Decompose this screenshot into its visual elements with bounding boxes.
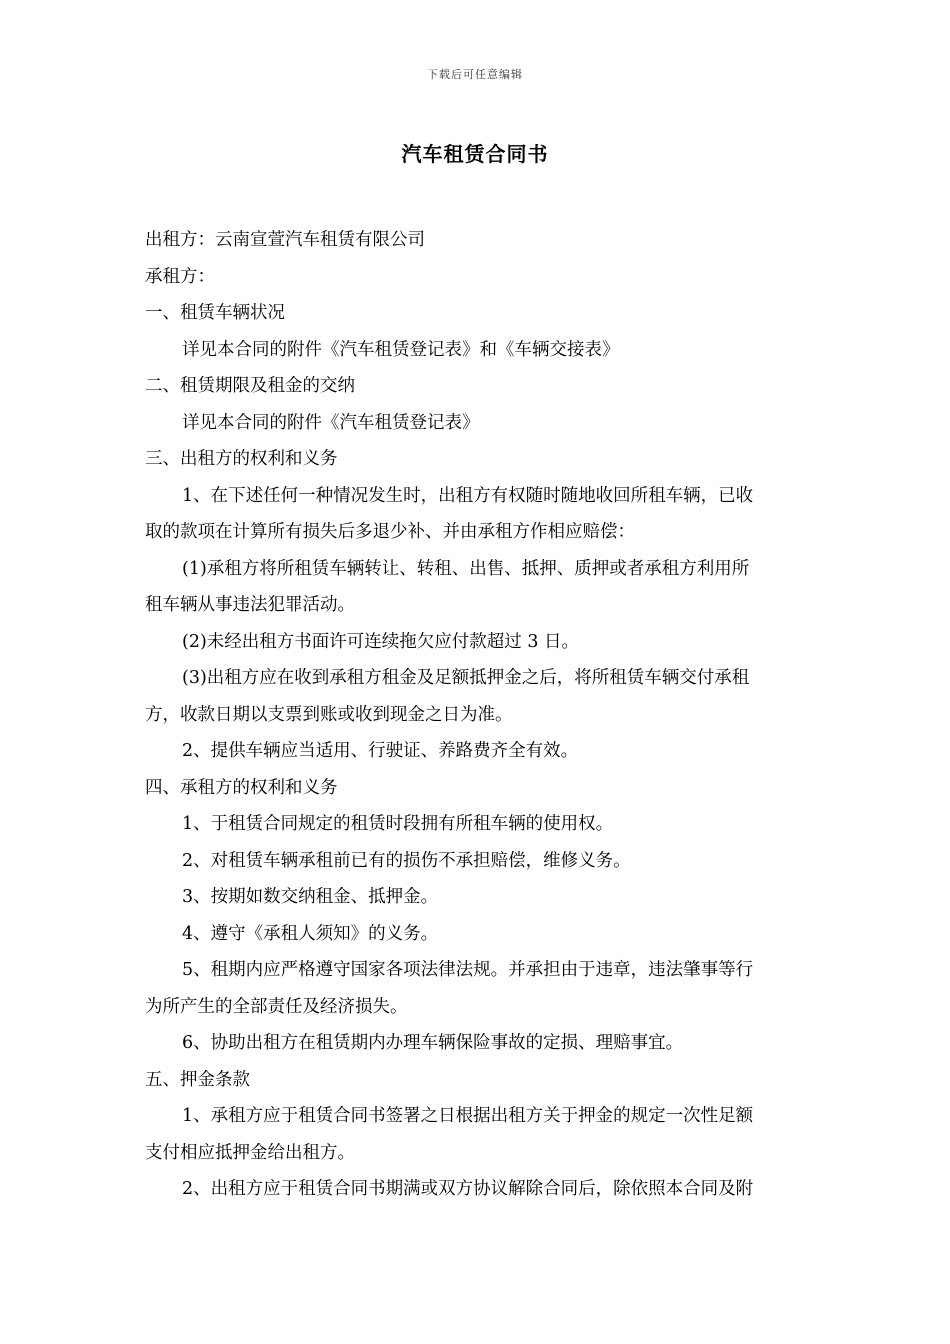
section-5-clause-1-line-1: 1、承租方应于租赁合同书签署之日根据出租方关于押金的规定一次性足额: [182, 1106, 754, 1126]
section-4-clause-2: 2、对租赁车辆承租前已有的损伤不承担赔偿，维修义务。: [182, 850, 631, 871]
section-4-clause-6: 6、协助出租方在租赁期内办理车辆保险事故的定损、理赔事宜。: [182, 1033, 684, 1053]
section-1-body: 详见本合同的附件《汽车租赁登记表》和《车辆交接表》: [182, 339, 620, 360]
section-3-item-2: (2)未经出租方书面许可连续拖欠应付款超过 3 日。: [182, 631, 580, 652]
document-body: [145, 222, 807, 1208]
lessee-line: 承租方：: [145, 266, 215, 287]
section-3-item-3-line-2: 方，收款日期以支票到账或收到现金之日为准。: [145, 704, 513, 725]
section-1-heading: 一、租赁车辆状况: [145, 303, 285, 323]
section-4-clause-5-line-1: 5、租期内应严格遵守国家各项法律法规。并承担由于违章，违法肇事等行: [182, 960, 754, 980]
document-title: 汽车租赁合同书: [401, 142, 549, 166]
section-5-clause-1-line-2: 支付相应抵押金给出租方。: [145, 1142, 355, 1163]
section-4-clause-4: 4、遵守《承租人须知》的义务。: [182, 923, 439, 944]
section-3-item-1-line-2: 租车辆从事违法犯罪活动。: [145, 595, 355, 615]
header-note: 下载后可任意编辑: [427, 68, 523, 81]
section-3-item-3-line-1: (3)出租方应在收到承租方租金及足额抵押金之后，将所租赁车辆交付承租: [182, 668, 750, 688]
section-4-clause-1: 1、于租赁合同规定的租赁时段拥有所租车辆的使用权。: [182, 814, 614, 834]
section-4-clause-3: 3、按期如数交纳租金、抵押金。: [182, 887, 439, 907]
section-4-heading: 四、承租方的权利和义务: [145, 777, 338, 798]
section-3-heading: 三、出租方的权利和义务: [145, 449, 338, 469]
section-3-clause-2: 2、提供车辆应当适用、行驶证、养路费齐全有效。: [182, 741, 579, 761]
section-2-body: 详见本合同的附件《汽车租赁登记表》: [182, 412, 480, 433]
section-3-clause-1-line-2: 取的款项在计算所有损失后多退少补、并由承租方作相应赔偿：: [145, 522, 635, 542]
lessor-line: 出租方：云南宣萱汽车租赁有限公司: [145, 230, 425, 250]
section-2-heading: 二、租赁期限及租金的交纳: [145, 376, 355, 396]
section-3-item-1-line-1: (1)承租方将所租赁车辆转让、转租、出售、抵押、质押或者承租方利用所: [182, 558, 750, 579]
section-5-heading: 五、押金条款: [145, 1069, 250, 1090]
section-4-clause-5-line-2: 为所产生的全部责任及经济损失。: [145, 996, 408, 1017]
section-3-clause-1-line-1: 1、在下述任何一种情况发生时，出租方有权随时随地收回所租车辆，已收: [182, 485, 754, 506]
section-5-clause-2-line-1: 2、出租方应于租赁合同书期满或双方协议解除合同后，除依照本合同及附: [182, 1179, 754, 1199]
